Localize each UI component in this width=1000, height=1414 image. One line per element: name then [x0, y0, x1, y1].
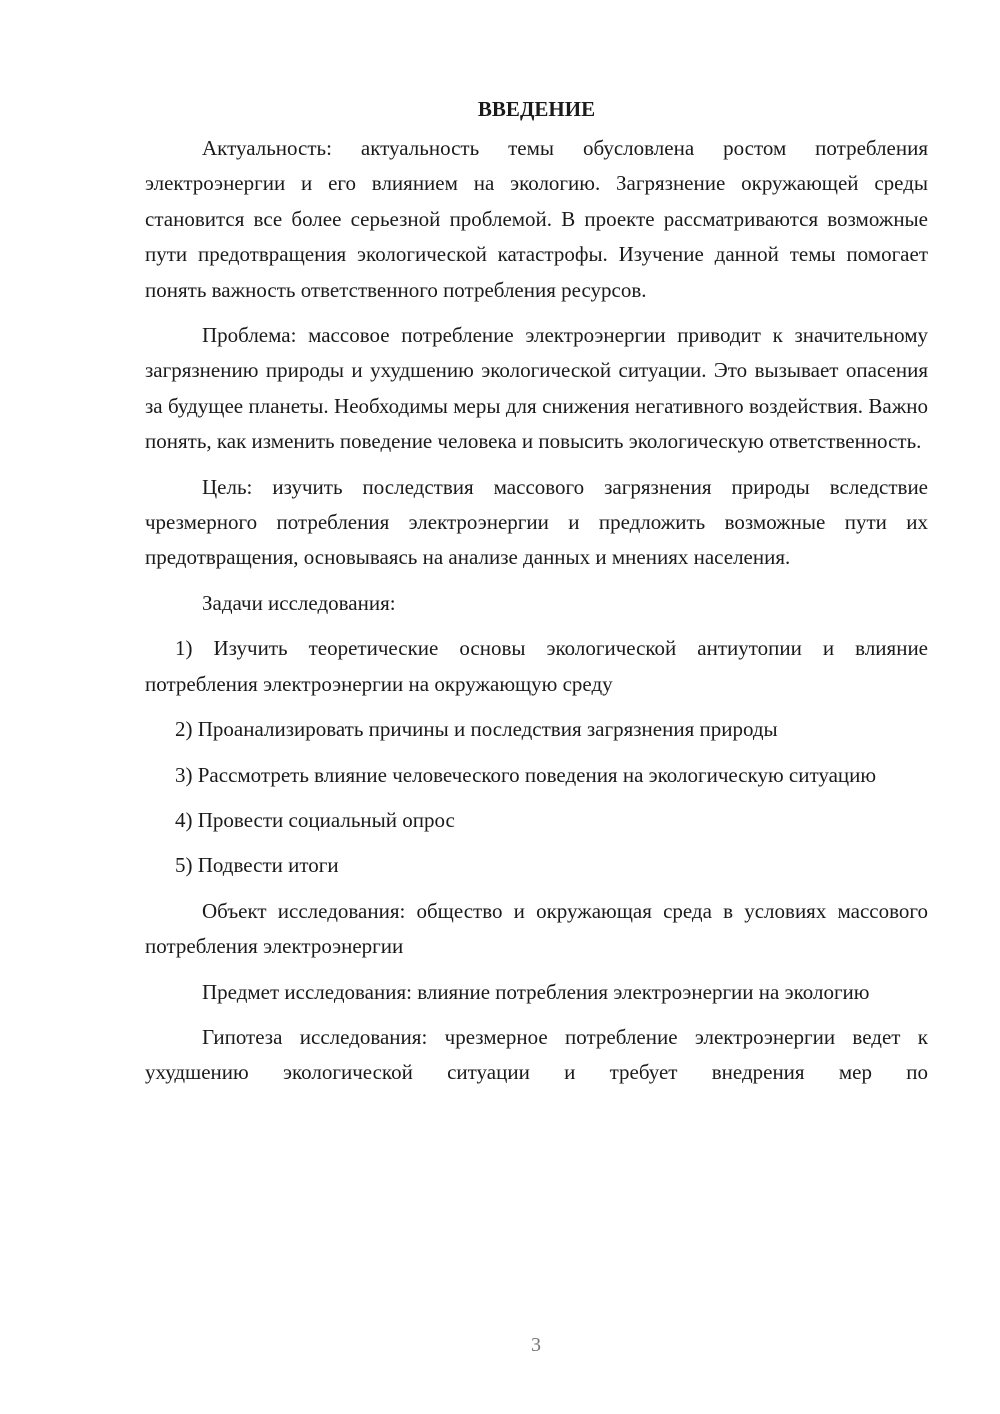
problem-paragraph: Проблема: массовое потребление электроэнергии приводит к значительному загрязнению природы и ухудшению экологической ситуации. Это вызывает опасения за будущее планеты. Необходимы меры для снижения негативного воздействия. Важно понять, как изменить поведение человека и повысить экологическую ответственность.	[145, 323, 928, 454]
goal-paragraph: Цель: изучить последствия массового загрязнения природы вследствие чрезмерного потребления электроэнергии и предложить возможные пути их предотвращения, основываясь на анализе данных и мнениях населения.	[145, 474, 928, 570]
task-item-2: 2) Проанализировать причины и последствия загрязнения природы	[175, 717, 778, 742]
hypothesis-paragraph: Гипотеза исследования: чрезмерное потребление электроэнергии ведет к ухудшению экологической ситуации и требует внедрения мер по	[145, 1024, 928, 1085]
section-title: ВВЕДЕНИЕ	[477, 97, 596, 121]
object-paragraph: Объект исследования: общество и окружающая среда в условиях массового потребления электроэнергии	[145, 898, 928, 959]
task-item-5: 5) Подвести итоги	[175, 853, 339, 878]
subject-paragraph: Предмет исследования: влияние потребления электроэнергии на экологию	[202, 979, 870, 1004]
task-item-4: 4) Провести социальный опрос	[175, 807, 455, 832]
relevance-paragraph: Актуальность: актуальность темы обусловлена ростом потребления электроэнергии и его влиянием на экологию. Загрязнение окружающей среды становится все более серьезной проблемой. В проекте рассматриваются возможные пути предотвращения экологической катастрофы. Изучение данной темы помогает понять важность ответственного потребления ресурсов.	[145, 136, 928, 302]
task-item-1: 1) Изучить теоретические основы экологической антиутопии и влияние потребления электроэнергии на окружающую среду	[145, 636, 928, 696]
tasks-heading: Задачи исследования:	[202, 590, 396, 615]
document-page	[145, 92, 928, 1101]
page-number: 3	[531, 1334, 541, 1356]
task-item-3: 3) Рассмотреть влияние человеческого поведения на экологическую ситуацию	[175, 762, 877, 787]
